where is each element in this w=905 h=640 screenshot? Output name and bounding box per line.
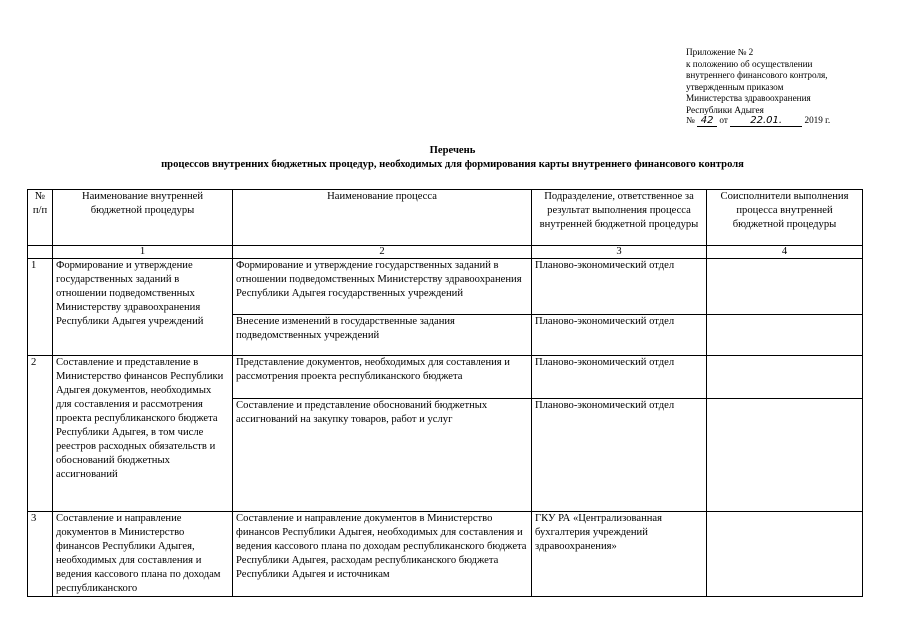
procedure-cell: Составление и представление в Министерство финансов Республики Адыгея документов, необходимых для составления и рассмотрения проекта республиканского бюджета Республики Адыгея, в том числе реестров расходных обязательств и обоснований бюджетных ассигнований: [53, 356, 233, 512]
document-title: [0, 144, 905, 172]
handwritten-date: 22.01.: [730, 115, 802, 128]
responsible-cell: ГКУ РА «Централизованная бухгалтерия учреждений здравоохранения»: [532, 512, 707, 597]
process-cell: Формирование и утверждение государственных заданий в отношении подведомственных Министерству здравоохранения Республики Адыгея государственных учреждений: [233, 259, 532, 315]
process-cell: Составление и представление обоснований бюджетных ассигнований на закупку товаров, работ и услуг: [233, 399, 532, 512]
header-process: Наименование процесса: [233, 190, 532, 246]
appendix-line: Министерства здравоохранения: [686, 93, 811, 104]
responsible-cell: Планово-экономический отдел: [532, 356, 707, 399]
header-number: № п/п: [28, 190, 53, 246]
handwritten-order-number: 42: [697, 115, 717, 128]
column-number-cell: [28, 246, 53, 259]
coexecutors-cell: [707, 259, 863, 315]
table-row: [28, 512, 863, 597]
column-number-cell: 3: [532, 246, 707, 259]
process-cell: Внесение изменений в государственные задания подведомственных учреждений: [233, 315, 532, 356]
appendix-line: внутреннего финансового контроля,: [686, 70, 828, 81]
coexecutors-cell: [707, 315, 863, 356]
appendix-line: утвержденным приказом: [686, 81, 784, 92]
appendix-line: к положению об осуществлении: [686, 58, 813, 69]
header-coexecutors: Соисполнители выполнения процесса внутренней бюджетной процедуры: [707, 190, 863, 246]
row-number: 1: [28, 259, 53, 356]
appendix-line: Приложение № 2: [686, 47, 754, 57]
row-number: 3: [28, 512, 53, 597]
process-cell: Составление и направление документов в Министерство финансов Республики Адыгея, необходимых для составления и ведения кассового плана по доходам республиканского бюджета Республики Адыгея, расходам республиканского бюджета Республики Адыгея и источникам: [233, 512, 532, 597]
procedure-cell: Составление и направление документов в Министерство финансов Республики Адыгея, необходимых для составления и ведения кассового плана по доходам республиканского: [53, 512, 233, 597]
coexecutors-cell: [707, 512, 863, 597]
coexecutors-cell: [707, 356, 863, 399]
responsible-cell: Планово-экономический отдел: [532, 259, 707, 315]
coexecutors-cell: [707, 399, 863, 512]
title-line-1: Перечень: [429, 145, 476, 156]
table-row: [28, 259, 863, 315]
process-cell: Представление документов, необходимых для составления и рассмотрения проекта республиканского бюджета: [233, 356, 532, 399]
table-header-row: [28, 190, 863, 246]
column-number-cell: 1: [53, 246, 233, 259]
from-word: от: [719, 114, 728, 125]
column-number-cell: 2: [233, 246, 532, 259]
row-number: 2: [28, 356, 53, 512]
header-procedure: Наименование внутренней бюджетной процедуры: [53, 190, 233, 246]
appendix-header: [686, 47, 896, 127]
responsible-cell: Планово-экономический отдел: [532, 315, 707, 356]
header-responsible: Подразделение, ответственное за результат выполнения процесса внутренней бюджетной процедуры: [532, 190, 707, 246]
appendix-line: Республики Адыгея: [686, 104, 764, 115]
procedures-table: [27, 189, 863, 597]
number-sign: №: [686, 114, 695, 125]
table-row: [28, 356, 863, 399]
procedure-cell: Формирование и утверждение государственных заданий в отношении подведомственных Министерству здравоохранения Республики Адыгея учреждений: [53, 259, 233, 356]
responsible-cell: Планово-экономический отдел: [532, 399, 707, 512]
title-line-2: процессов внутренних бюджетных процедур, необходимых для формирования карты внутреннего финансового контроля: [161, 159, 744, 170]
order-reference: [686, 115, 896, 128]
order-year: 2019 г.: [804, 114, 831, 125]
column-number-cell: 4: [707, 246, 863, 259]
column-numbers-row: [28, 246, 863, 259]
